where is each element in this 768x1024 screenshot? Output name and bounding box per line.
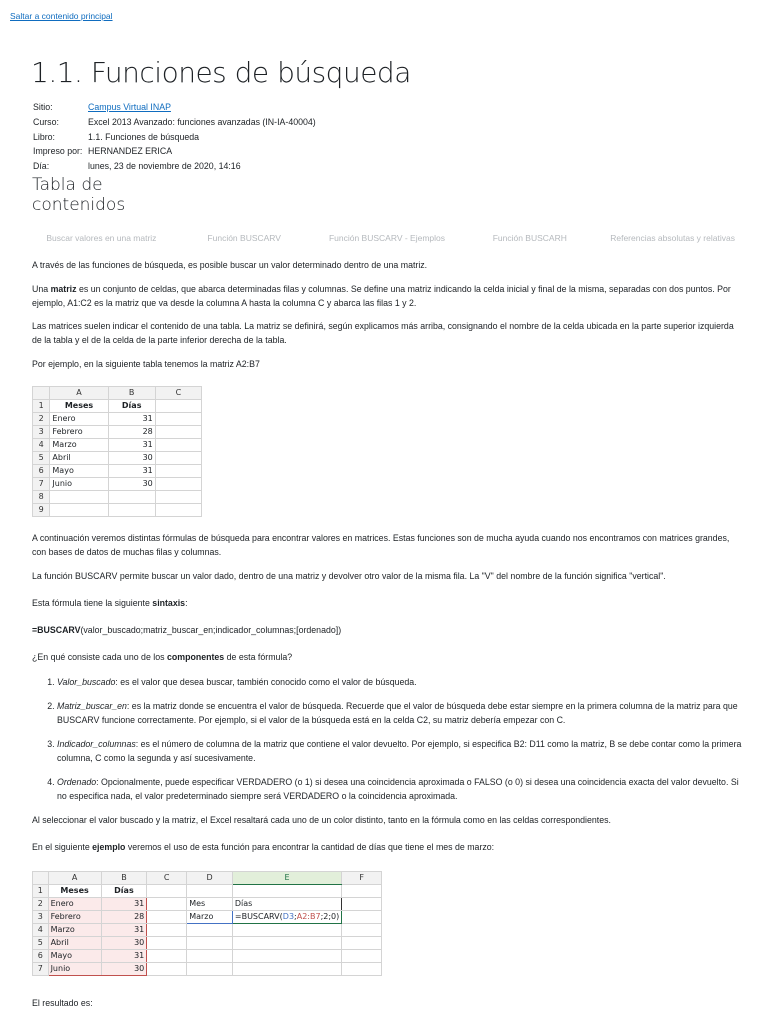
formula-text: ; [294,912,297,921]
sheet-header-row [33,872,382,885]
cell [187,950,233,963]
paragraph: Las matrices suelen indicar el contenido de una tabla. La matriz se definirá, según explicamos más arriba, consignando el nombre de la celda ubicada en la parte superior izquierda de la tabla y el de la celda de la parte inferior derecha de la tabla. [32,321,734,345]
cell [232,885,341,898]
cell: Junio [48,963,101,976]
text: En el siguiente [32,842,93,852]
text: Una [32,284,51,294]
toc-item-buscarv-ejemplos[interactable]: Función BUSCARV - Ejemplos [328,232,446,243]
table-row [33,963,382,976]
table-row [33,491,202,504]
cell: 31 [101,898,147,911]
meta-site [33,100,316,115]
italic-text: Indicador_columnas [57,739,136,749]
cell [147,937,187,950]
cell [147,963,187,976]
row-header: 5 [33,452,50,465]
cell [155,504,201,517]
cell: Enero [48,898,101,911]
paragraph: A continuación veremos distintas fórmulas de búsqueda para encontrar valores en matrices. Estas funciones son de mucha ayuda cuando nos encontramos con matrices grandes, con bases de datos de muchas filas y columnas. [32,533,730,557]
cell: Días [108,400,155,413]
table-row [33,439,202,452]
cell: Mayo [48,950,101,963]
table-row [33,452,202,465]
cell: Abril [50,452,108,465]
cell: Abril [48,937,101,950]
cell [155,491,201,504]
row-header: 4 [33,924,49,937]
table-row [33,885,382,898]
cell: 31 [108,413,155,426]
column-header: A [48,872,101,885]
formula-syntax [32,623,744,637]
meta-printed-by-label: Impreso por: [33,146,83,157]
meta-printed-by-value: HERNANDEZ ERICA [88,146,173,157]
row-header: 3 [33,426,50,439]
cell [232,950,341,963]
meta-book-label: Libro: [33,131,56,142]
formula-text: ;2;0) [320,912,340,921]
column-header: B [108,387,155,400]
cell: Marzo [50,439,108,452]
list-item [57,775,744,803]
book-info [33,100,316,174]
row-header: 5 [33,937,49,950]
cell [342,924,382,937]
cell [155,426,201,439]
italic-text: Valor_buscado [57,677,116,687]
row-header: 8 [33,491,50,504]
skip-to-content-link[interactable]: Saltar a contenido principal [10,11,113,21]
text: : [185,598,188,608]
chapter-content [32,258,744,854]
cell [342,898,382,911]
paragraph: Al seleccionar el valor buscado y la matriz, el Excel resaltará cada uno de un color distinto, tanto en la fórmula como en las celdas correspondientes. [32,815,611,825]
column-header: A [50,387,108,400]
cell [147,898,187,911]
cell [108,491,155,504]
text: Esta fórmula tiene la siguiente [32,598,153,608]
column-header: C [155,387,201,400]
text: : es la matriz donde se encuentra el valor de búsqueda. Recuerde que el valor de búsqueda debe estar siempre en la primera columna de la matriz para que BUSCARV funcione correctamente. Por ejemplo, si el valor de la búsqueda está en la celda C2, su matriz debería empezar con C. [57,701,738,725]
column-header: F [342,872,382,885]
cell [147,885,187,898]
table-row [33,478,202,491]
corner-cell [33,872,49,885]
column-header: C [147,872,187,885]
row-header: 3 [33,911,49,924]
text: de esta fórmula? [224,652,293,662]
bold-text: ejemplo [92,842,126,852]
toc-item-buscarh[interactable]: Función BUSCARH [492,232,567,243]
cell [147,950,187,963]
cell [342,911,382,924]
text: es un conjunto de celdas, que abarca determinadas filas y columnas. Se define una matriz indicando la celda inicial y final de la misma, separadas con dos puntos. Por ejemplo, A1:C2 es la matriz que va desde la columna A hasta la columna C y abarca las filas 1 y 2. [32,284,731,308]
row-header: 7 [33,963,49,976]
spreadsheet-example-1 [32,386,202,517]
cell [155,413,201,426]
cell: Días [101,885,147,898]
formula-ref-lookup: D3 [282,912,295,921]
cell [108,504,155,517]
page-title: 1.1. Funciones de búsqueda [31,56,411,89]
components-list [32,675,744,803]
meta-date-label: Día: [33,161,50,172]
table-row [33,911,382,924]
cell: Días [232,898,341,911]
toc-nav [30,224,744,252]
cell: 31 [101,950,147,963]
paragraph [32,650,744,664]
row-header: 2 [33,898,49,911]
cell: 30 [101,963,147,976]
paragraph: A través de las funciones de búsqueda, es posible buscar un valor determinado dentro de una matriz. [32,260,428,270]
cell: Meses [48,885,101,898]
cell: Febrero [50,426,108,439]
text: : Opcionalmente, puede especificar VERDADERO (o 1) si desea una coincidencia aproximada o FALSO (o 0) si desea una coincidencia exacta del valor devuelto. Si no especifica nada, el valor predeterminado siempre será VERDADERO o la coincidencia aproximada. [57,777,739,801]
row-header: 9 [33,504,50,517]
meta-site-label: Sitio: [33,102,53,112]
text: : es el valor que desea buscar, también conocido como el valor de búsqueda. [115,677,417,687]
cell [232,937,341,950]
meta-course-value: Excel 2013 Avanzado: funciones avanzadas (IN-IA-40004) [88,116,316,127]
cell: Mes [187,898,233,911]
cell [155,478,201,491]
meta-course [33,115,316,130]
bold-text: matriz [50,284,77,294]
meta-course-label: Curso: [33,116,59,127]
column-header: B [101,872,147,885]
paragraph [32,596,744,610]
cell: 31 [101,924,147,937]
cell [187,924,233,937]
cell [187,885,233,898]
cell [187,963,233,976]
row-header: 7 [33,478,50,491]
cell [50,491,108,504]
formula-cell[interactable] [232,911,341,924]
row-header: 1 [33,885,49,898]
toc-item-buscarv[interactable]: Función BUSCARV [207,232,281,243]
paragraph: Por ejemplo, en la siguiente tabla tenemos la matriz A2:B7 [32,359,260,369]
table-row [33,937,382,950]
cell: Meses [50,400,108,413]
meta-date-value: lunes, 23 de noviembre de 2020, 14:16 [88,161,241,172]
sheet-header-row [33,387,202,400]
list-item [57,737,744,765]
paragraph [32,282,744,310]
cell: Enero [50,413,108,426]
paragraph [32,840,744,854]
row-header: 6 [33,465,50,478]
meta-printed-by [33,144,316,159]
bold-text: =BUSCARV [32,625,81,635]
text: (valor_buscado;matriz_buscar_en;indicador_columnas;[ordenado]) [80,625,342,635]
table-row [33,400,202,413]
cell: Marzo [48,924,101,937]
cell: 30 [108,478,155,491]
table-row [33,950,382,963]
cell: Febrero [48,911,101,924]
cell: 28 [101,911,147,924]
cell [342,937,382,950]
cell: Mayo [50,465,108,478]
paragraph: La función BUSCARV permite buscar un valor dado, dentro de una matriz y devolver otro valor de la misma fila. La "V" del nombre de la función significa "vertical". [32,571,666,581]
cell: 28 [108,426,155,439]
toc-title: Tabla de contenidos [32,175,126,215]
text: veremos el uso de esta función para encontrar la cantidad de días que tiene el mes de marzo: [125,842,495,852]
cell: Junio [50,478,108,491]
corner-cell [33,387,50,400]
cell: 31 [108,439,155,452]
cell: 30 [108,452,155,465]
list-item [57,675,744,689]
meta-book-value: 1.1. Funciones de búsqueda [88,131,200,142]
cell [155,465,201,478]
cell [155,439,201,452]
row-header: 1 [33,400,50,413]
cell [342,963,382,976]
cell [147,911,187,924]
text: ¿En qué consiste cada uno de los [32,652,167,662]
column-header-selected: E [232,872,341,885]
list-item [57,699,744,727]
cell [342,885,382,898]
column-header: D [187,872,233,885]
italic-text: Matriz_buscar_en [57,701,127,711]
row-header: 4 [33,439,50,452]
italic-text: Ordenado [57,777,97,787]
bold-text: componentes [166,652,225,662]
toc-item-buscar-valores[interactable]: Buscar valores en una matriz [46,232,157,243]
table-row [33,504,202,517]
table-row [33,426,202,439]
cell [342,950,382,963]
toc-item-referencias[interactable]: Referencias absolutas y relativas [610,232,735,243]
row-header: 2 [33,413,50,426]
meta-book [33,130,316,145]
cell [232,924,341,937]
table-row [33,898,382,911]
text: : es el número de columna de la matriz que contiene el valor devuelto. Por ejemplo, si especifica B2: D11 como la matriz, B se debe contar como la primera columna, C como la segunda y así sucesivamente. [57,739,742,763]
cell: Marzo [187,911,233,924]
cell: 30 [101,937,147,950]
cell [232,963,341,976]
spreadsheet-example-2 [32,871,382,976]
formula-text: =BUSCARV( [234,912,283,921]
cell: 31 [108,465,155,478]
row-header: 6 [33,950,49,963]
meta-date [33,159,316,174]
table-row [33,924,382,937]
cell [155,452,201,465]
paragraph: El resultado es: [32,998,93,1008]
table-row [33,465,202,478]
cell [155,400,201,413]
formula-ref-range: A2:B7 [296,912,321,921]
bold-text: sintaxis [152,598,186,608]
cell [187,937,233,950]
table-row [33,413,202,426]
cell [50,504,108,517]
site-link[interactable]: Campus Virtual INAP [88,102,171,112]
cell [147,924,187,937]
